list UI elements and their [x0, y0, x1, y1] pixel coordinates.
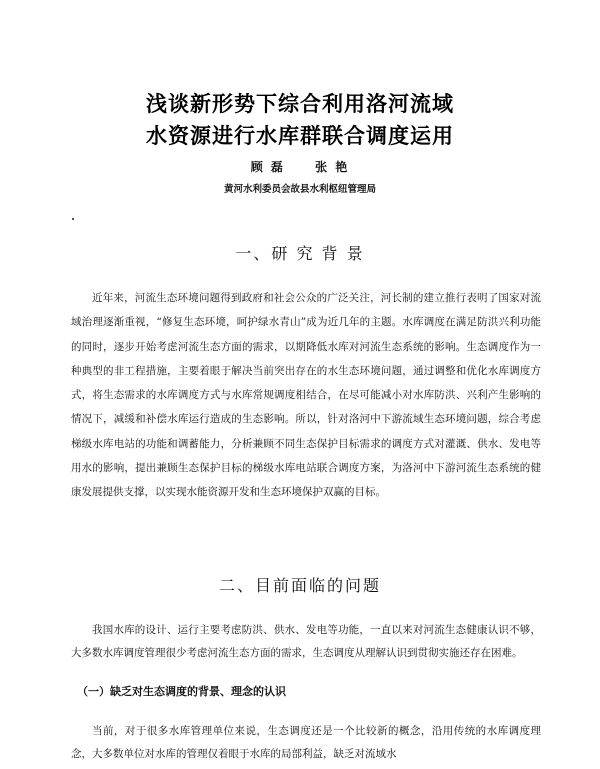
section-heading-current-problems: 二、目前面临的问题 — [218, 576, 381, 595]
body-paragraph: 我国水库的设计、运行主要考虑防洪、供水、发电等功能，一直以来对河流生态健康认识不够，大多数水库调度管理很少考虑河流生态方面的需求，生态调度从理解认识到贯彻实施还存在困难。 — [71, 624, 541, 659]
author-list — [0, 158, 600, 175]
section-heading-research-background: 一、研 究 背 景 — [235, 244, 365, 263]
subsection-heading: （一）缺乏对生态调度的背景、理念的认识 — [77, 685, 286, 698]
body-paragraph: 当前，对于很多水库管理单位来说，生态调度还是一个比较新的概念，沿用传统的水库调度理念，大多数单位对水库的管理仅着眼于水库的局部利益，缺乏对流域水 — [71, 725, 541, 760]
body-paragraph: 近年来，河流生态环境问题得到政府和社会公众的广泛关注，河长制的建立推行表明了国家对流域治理逐渐重视，“修复生态环境，呵护绿水青山”成为近几年的主题。水库调度在满足防洪兴利功能的同时，逐步开始考虑河流生态方面的需求，以期降低水库对河流生态系统的影响。生态调度作为一种典型的非工程措施，主要着眼于解决当前突出存在的水生态环境问题，通过调整和优化水库调度方式，将生态需求的水库调度方式与水库常规调度相结合，在尽可能减小对水库防洪、兴利产生影响的情况下，减缓和补偿水库运行造成的生态影响。所以，针对洛河中下游流域生态环境问题，综合考虑梯级水库电站的功能和调蓄能力，分析兼顾不同生态保护目标需求的调度方式对灌溉、供水、发电等用水的影响，提出兼顾生态保护目标的梯级水库电站联合调度方案，为洛河中下游河流生态系统的健康发展提供支撑，以实现水能资源开发和生态环境保护双赢的目标。 — [71, 292, 541, 499]
author-name: 张 艳 — [315, 160, 350, 174]
paper-title-line-2: 水资源进行水库群联合调度运用 — [146, 123, 454, 148]
paper-title-line-1: 浅谈新形势下综合利用洛河流域 — [146, 91, 454, 116]
scan-speck — [72, 218, 74, 220]
author-affiliation: 黄河水利委员会故县水利枢纽管理局 — [223, 184, 376, 195]
author-name: 顾 磊 — [250, 160, 285, 174]
